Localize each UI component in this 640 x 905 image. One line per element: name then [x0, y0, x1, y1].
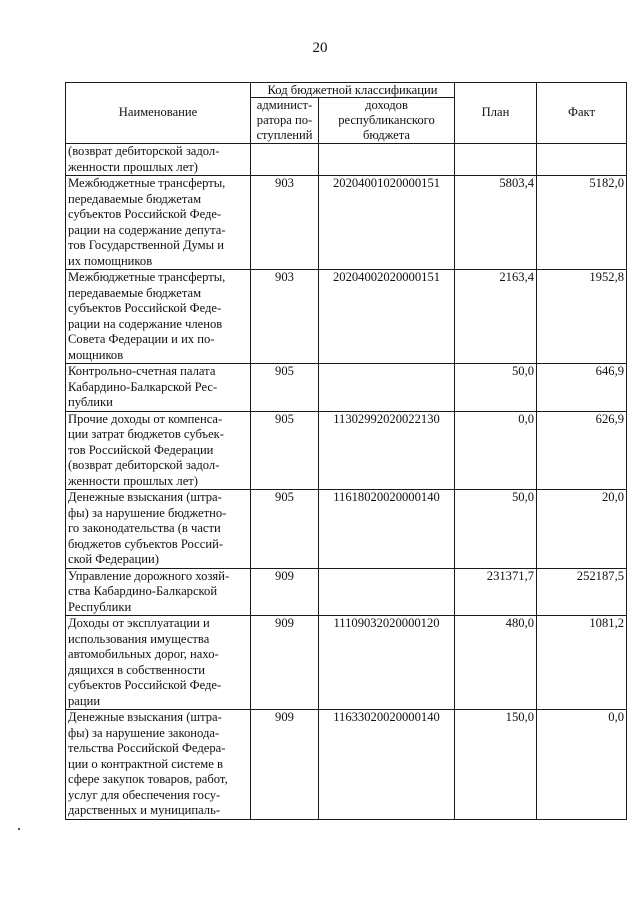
cell-admin-code: 909 — [251, 616, 319, 710]
header-admin: админист- ратора по- ступлений — [251, 98, 319, 144]
cell-name: Прочие доходы от компенса- ции затрат бюджетов субъек- тов Российской Федерации (возврат дебиторской задол- женности прошлых лет) — [66, 411, 251, 490]
cell-plan: 50,0 — [455, 364, 537, 412]
cell-income-code: 11302992020022130 — [319, 411, 455, 490]
table-row — [66, 710, 627, 820]
header-fact: Факт — [537, 83, 627, 144]
table-row — [66, 411, 627, 490]
cell-fact: 5182,0 — [537, 176, 627, 270]
cell-fact: 0,0 — [537, 710, 627, 820]
cell-admin-code: 903 — [251, 176, 319, 270]
cell-admin-code: 903 — [251, 270, 319, 364]
cell-fact: 646,9 — [537, 364, 627, 412]
cell-income-code: 20204001020000151 — [319, 176, 455, 270]
cell-plan — [455, 144, 537, 176]
cell-admin-code: 909 — [251, 568, 319, 616]
page-number: 20 — [312, 40, 328, 56]
cell-name: Межбюджетные трансферты, передаваемые бюджетам субъектов Российской Феде- рации на содержание депута- тов Государственной Думы и их помощников — [66, 176, 251, 270]
cell-income-code: 11109032020000120 — [319, 616, 455, 710]
cell-plan: 5803,4 — [455, 176, 537, 270]
cell-name: Контрольно-счетная палата Кабардино-Балкарской Рес- публики — [66, 364, 251, 412]
cell-plan: 2163,4 — [455, 270, 537, 364]
table-row — [66, 616, 627, 710]
header-plan: План — [455, 83, 537, 144]
header-name: Наименование — [66, 83, 251, 144]
table-row — [66, 270, 627, 364]
header-code-group: Код бюджетной классификации — [251, 83, 455, 98]
cell-fact: 626,9 — [537, 411, 627, 490]
cell-fact — [537, 144, 627, 176]
cell-plan: 50,0 — [455, 490, 537, 569]
cell-income-code: 11618020020000140 — [319, 490, 455, 569]
scan-mark — [18, 828, 20, 830]
cell-plan: 0,0 — [455, 411, 537, 490]
cell-income-code: 11633020020000140 — [319, 710, 455, 820]
table-header — [66, 83, 627, 144]
cell-name: Межбюджетные трансферты, передаваемые бюджетам субъектов Российской Феде- рации на содержание членов Совета Федерации и их по- мощников — [66, 270, 251, 364]
cell-plan: 231371,7 — [455, 568, 537, 616]
table-row — [66, 490, 627, 569]
cell-admin-code: 909 — [251, 710, 319, 820]
cell-admin-code — [251, 144, 319, 176]
cell-name: Денежные взыскания (штра- фы) за нарушение законода- тельства Российской Федера- ции о контрактной системе в сфере закупок товаров, работ, услуг для обеспечения госу- дарственных и муниципаль- — [66, 710, 251, 820]
cell-fact: 1081,2 — [537, 616, 627, 710]
table-body — [66, 144, 627, 820]
cell-income-code — [319, 568, 455, 616]
cell-admin-code: 905 — [251, 411, 319, 490]
cell-name: Управление дорожного хозяй- ства Кабардино-Балкарской Республики — [66, 568, 251, 616]
cell-income-code — [319, 364, 455, 412]
cell-income-code: 20204002020000151 — [319, 270, 455, 364]
cell-admin-code: 905 — [251, 490, 319, 569]
cell-name: Доходы от эксплуатации и использования имущества автомобильных дорог, нахо- дящихся в собственности субъектов Российской Феде- рации — [66, 616, 251, 710]
cell-name: Денежные взыскания (штра- фы) за нарушение бюджетно- го законодательства (в части бюджетов субъектов Россий- ской Федерации) — [66, 490, 251, 569]
cell-plan: 150,0 — [455, 710, 537, 820]
table-row — [66, 144, 627, 176]
table-row — [66, 364, 627, 412]
header-income: доходов республиканского бюджета — [319, 98, 455, 144]
cell-income-code — [319, 144, 455, 176]
cell-name: (возврат дебиторской задол- женности прошлых лет) — [66, 144, 251, 176]
cell-fact: 252187,5 — [537, 568, 627, 616]
table-row — [66, 568, 627, 616]
cell-fact: 1952,8 — [537, 270, 627, 364]
budget-table — [65, 82, 627, 820]
cell-plan: 480,0 — [455, 616, 537, 710]
cell-admin-code: 905 — [251, 364, 319, 412]
cell-fact: 20,0 — [537, 490, 627, 569]
table-row — [66, 176, 627, 270]
